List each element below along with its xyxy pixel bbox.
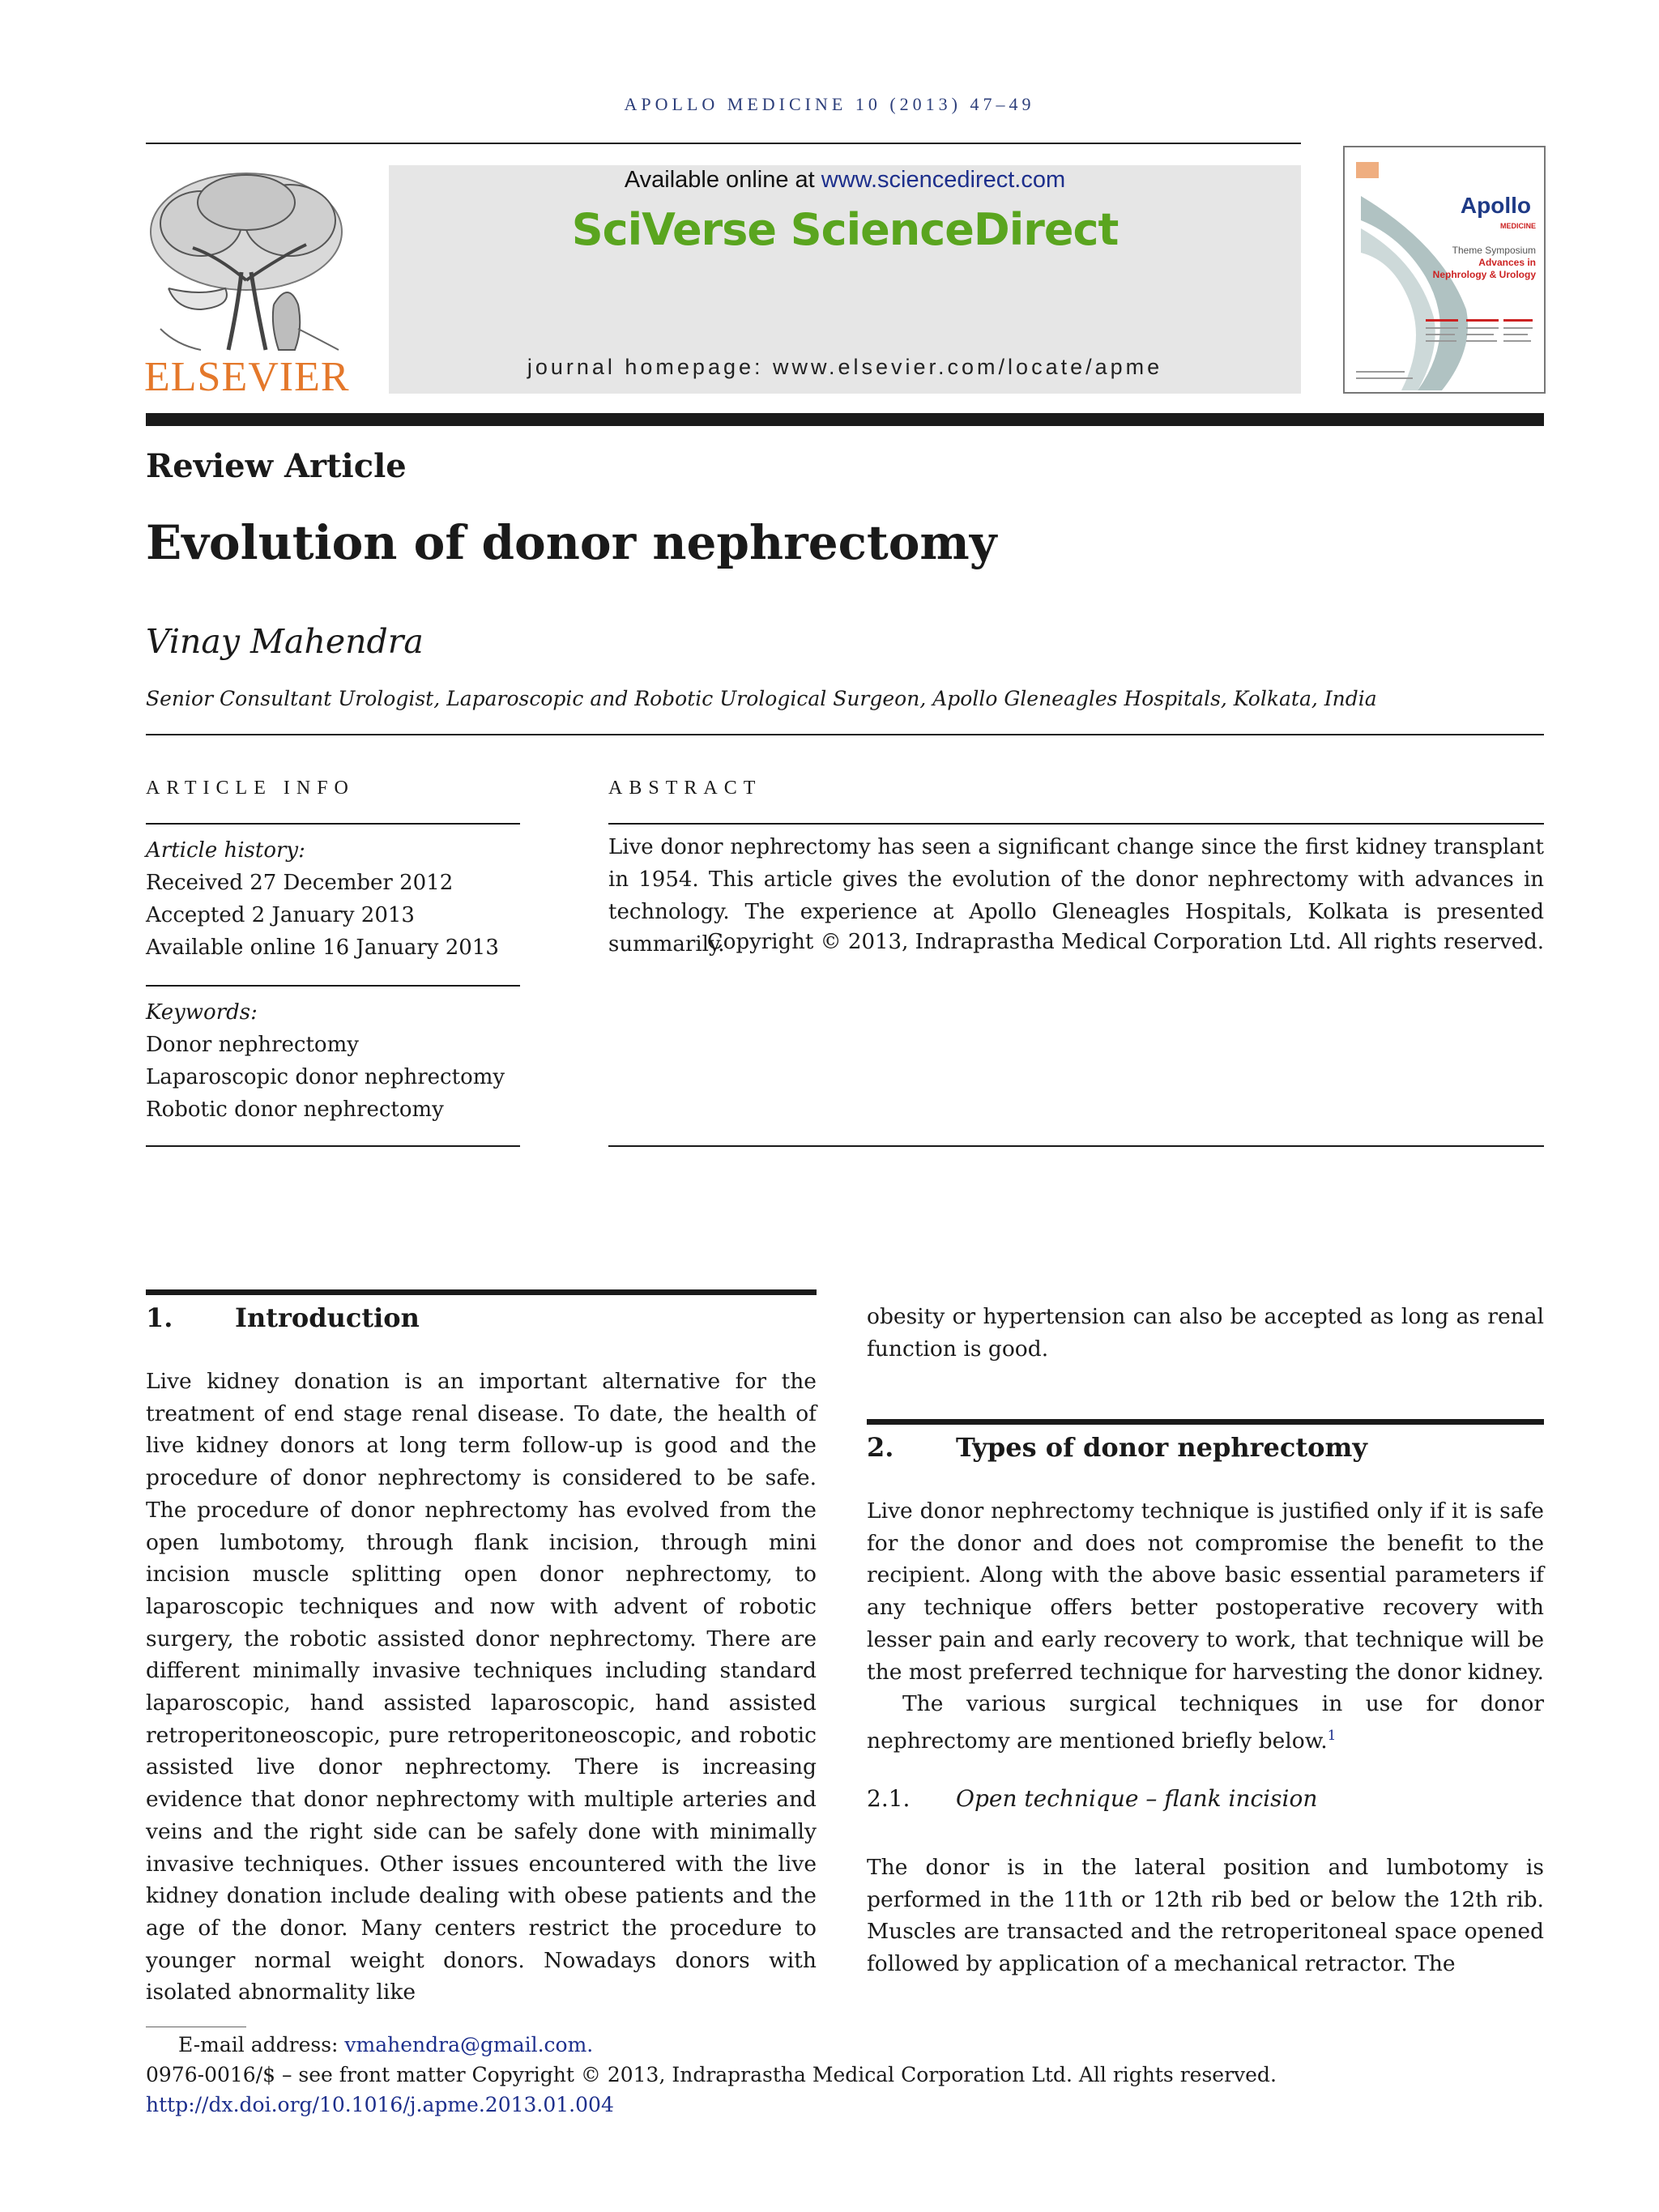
article-info-heading: ARTICLE INFO	[146, 778, 355, 799]
thick-header-rule	[146, 413, 1544, 426]
subsection-2-1-heading	[867, 1785, 1317, 1812]
received-date: Received 27 December 2012	[146, 871, 454, 895]
available-prefix: Available online at	[624, 167, 821, 193]
section-2-body	[867, 1495, 1544, 1757]
running-head: APOLLO MEDICINE 10 (2013) 47–49	[624, 94, 1035, 114]
sciverse-logo: SciVerse ScienceDirect	[571, 204, 1119, 255]
email-link[interactable]: vmahendra@gmail.com.	[344, 2033, 594, 2056]
article-title: Evolution of donor nephrectomy	[146, 515, 997, 570]
title-block-rule	[146, 734, 1544, 735]
paragraph-text: The various surgical techniques in use for donor nephrectomy are mentioned briefly below.	[867, 1691, 1544, 1754]
introduction-paragraph: Live kidney donation is an important alternative for the treatment of end stage renal disease. To date, the health of live kidney donors at long term follow-up is good and the procedure of donor nephrectomy is considered to be safe. The procedure of donor nephrectomy has evolved from the open lumbotomy, through flank incision, through mini incision muscle splitting open donor nephrectomy, to laparoscopic techniques and now with advent of robotic surgery, the robotic assisted donor nephrectomy. There are different minimally invasive techniques including standard laparoscopic, hand assisted laparoscopic, hand assisted retroperitoneoscopic, pure retroperitoneoscopic, and robotic assisted live donor nephrectomy. There is increasing evidence that donor nephrectomy with multiple arteries and veins and the right side can be safely done with minimally invasive techniques. Other issues encountered with the live kidney donation include dealing with obese patients and the age of the donor. Many centers restrict the procedure to younger normal weight donors. Nowadays donors with isolated abnormality like	[146, 1369, 817, 2005]
history-label: Article history:	[146, 838, 305, 863]
accepted-date: Accepted 2 January 2013	[146, 903, 415, 927]
section-1-heading	[146, 1302, 420, 1333]
author-affiliation: Senior Consultant Urologist, Laparoscopic and Robotic Urological Surgeon, Apollo Gleneagles Hospitals, Kolkata, India	[146, 687, 1377, 710]
section-2-paragraph: Live donor nephrectomy technique is justified only if it is safe for the donor and does not compromise the benefit to the recipient. Along with the above basic essential parameters if any technique offers better postoperative recovery with lesser pain and early recovery to work, that technique will be the most preferred technique for harvesting the donor kidney.	[867, 1498, 1544, 1685]
sciencedirect-link[interactable]: www.sciencedirect.com	[821, 167, 1066, 193]
section-1-rule	[146, 1289, 817, 1295]
cover-theme-title: Advances in Nephrology & Urology	[1432, 257, 1536, 280]
journal-homepage[interactable]: journal homepage: www.elsevier.com/locate/apme	[527, 355, 1163, 379]
author-name: Vinay Mahendra	[146, 622, 424, 661]
email-footnote	[178, 2030, 593, 2060]
keyword-item: Robotic donor nephrectomy	[146, 1097, 444, 1122]
subsection-2-1-paragraph: The donor is in the lateral position and lumbotomy is performed in the 11th or 12th rib bed or below the 12th rib. Muscles are transacted and the retroperitoneal space opened followed by application of a mechanical retractor. The	[867, 1855, 1544, 1977]
keywords-block	[146, 996, 505, 1126]
article-info-bottom-rule	[146, 1145, 520, 1147]
article-info-rule	[146, 823, 520, 825]
subsection-number: 2.1.	[867, 1785, 911, 1812]
article-type: Review Article	[146, 447, 407, 485]
cover-theme-prefix: Theme Symposium	[1452, 245, 1536, 256]
reference-citation[interactable]: 1	[1327, 1727, 1337, 1744]
abstract-bottom-rule	[608, 1145, 1544, 1147]
cover-theme	[1431, 245, 1536, 281]
section-title: Types of donor nephrectomy	[956, 1432, 1367, 1463]
online-date: Available online 16 January 2013	[146, 936, 499, 960]
doi-link[interactable]: http://dx.doi.org/10.1016/j.apme.2013.01.004	[146, 2093, 614, 2116]
article-history	[146, 834, 499, 964]
section-number: 1.	[146, 1302, 173, 1333]
cover-journal-subtitle: MEDICINE	[1499, 222, 1536, 230]
abstract-rule	[608, 823, 1544, 825]
section-2-heading	[867, 1432, 1367, 1463]
section-2-paragraph	[867, 1688, 1544, 1757]
abstract-heading: ABSTRACT	[608, 778, 762, 799]
introduction-continued: obesity or hypertension can also be accepted as long as renal function is good.	[867, 1304, 1544, 1362]
section-title: Introduction	[235, 1302, 420, 1333]
cover-journal-title: Apollo	[1460, 193, 1531, 218]
keyword-item: Donor nephrectomy	[146, 1033, 359, 1057]
keyword-item: Laparoscopic donor nephrectomy	[146, 1065, 505, 1089]
keywords-rule	[146, 985, 520, 987]
publisher-name: ELSEVIER	[144, 354, 350, 400]
section-number: 2.	[867, 1432, 894, 1463]
abstract-text: Live donor nephrectomy has seen a significant change since the first kidney transplant in 1954. This article gives the evolution of the donor nephrectomy with advances in technology. The experience at Apollo Gleneagles Hospitals, Kolkata is presented summarily.	[608, 835, 1544, 957]
journal-cover	[1343, 146, 1546, 394]
header-rule	[146, 143, 1301, 144]
keywords-label: Keywords:	[146, 1000, 258, 1025]
subsection-title: Open technique – flank incision	[956, 1785, 1318, 1812]
email-label: E-mail address:	[178, 2033, 345, 2056]
available-online	[389, 167, 1301, 194]
section-2-rule	[867, 1419, 1544, 1425]
issn-line: 0976-0016/$ – see front matter Copyright © 2013, Indraprastha Medical Corporation Ltd. All rights reserved.	[146, 2063, 1277, 2086]
abstract-copyright: Copyright © 2013, Indraprastha Medical Corporation Ltd. All rights reserved.	[706, 930, 1544, 954]
elsevier-tree-logo	[144, 167, 348, 355]
